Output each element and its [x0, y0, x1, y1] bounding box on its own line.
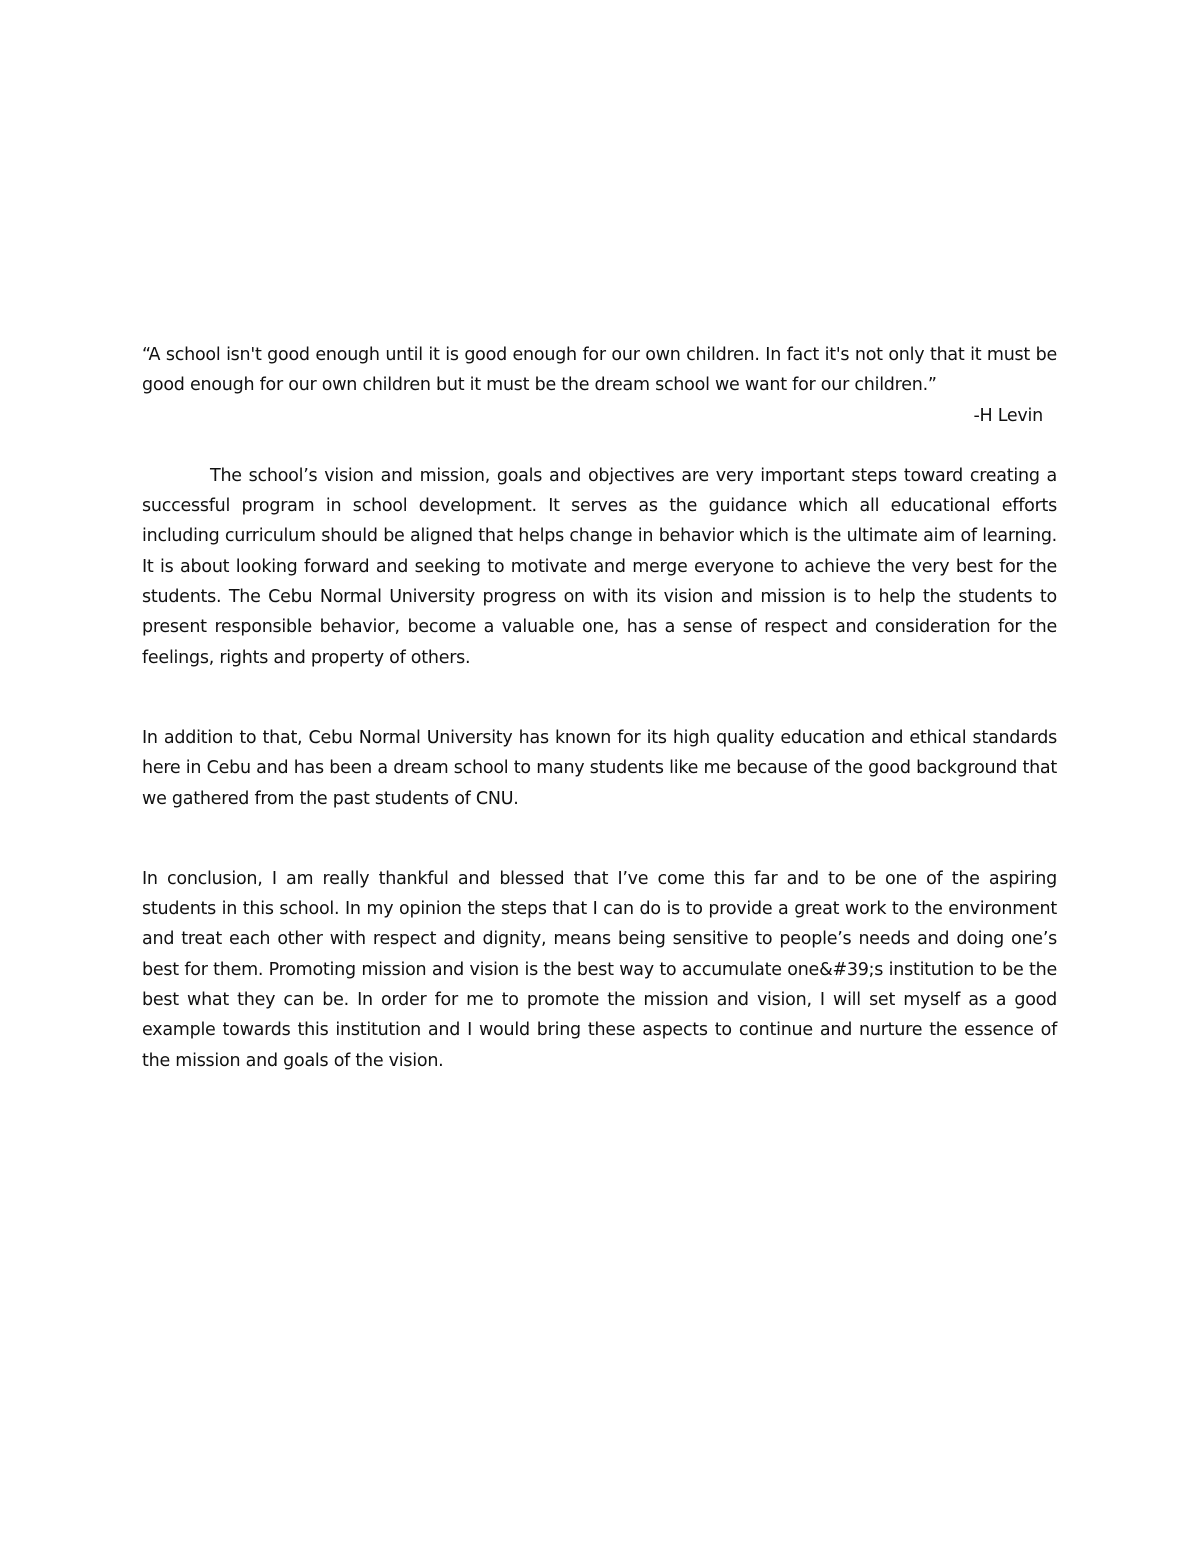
paragraph-addition: In addition to that, Cebu Normal University has known for its high quality education and ethical standards here in Cebu and has been a dream school to many students like me because of the good background that we gathered from the past students of CNU. [142, 727, 1057, 809]
document-body [142, 340, 1057, 1076]
opening-quote: “A school isn't good enough until it is good enough for our own children. In fact it's not only that it must be good enough for our own children but it must be the dream school we want for our children.” [142, 345, 1057, 396]
paragraph-conclusion: In conclusion, I am really thankful and blessed that I’ve come this far and to be one of the aspiring students in this school. In my opinion the steps that I can do is to provide a great work to the environment and treat each other with respect and dignity, means being sensitive to people’s needs and doing one’s best for them. Promoting mission and vision is the best way to accumulate one&#39;s institution to be the best what they can be. In order for me to promote the mission and vision, I will set myself as a good example towards this institution and I would bring these aspects to continue and nurture the essence of the mission and goals of the vision. [142, 868, 1057, 1071]
paragraph-vision-mission: The school’s vision and mission, goals and objectives are very important steps toward creating a successful program in school development. It serves as the guidance which all educational efforts including curriculum should be aligned that helps change in behavior which is the ultimate aim of learning. It is about looking forward and seeking to motivate and merge everyone to achieve the very best for the students. The Cebu Normal University progress on with its vision and mission is to help the students to present responsible behavior, become a valuable one, has a sense of respect and consideration for the feelings, rights and property of others. [142, 465, 1057, 668]
quote-attribution: -H Levin [973, 405, 1043, 426]
